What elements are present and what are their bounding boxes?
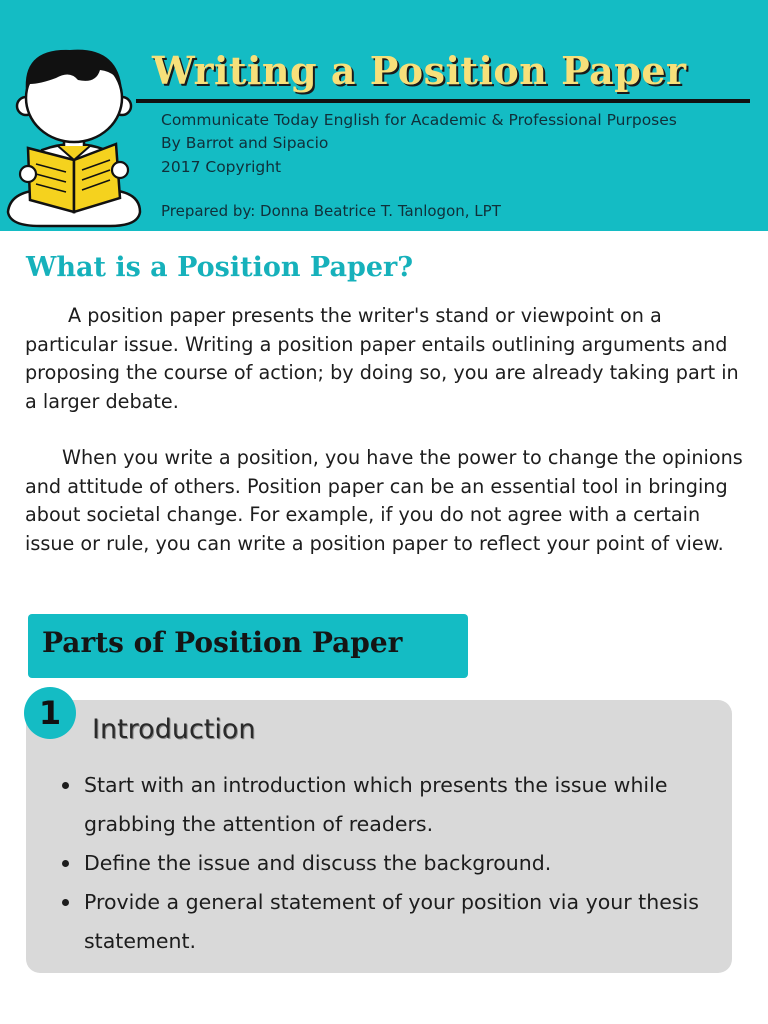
section-heading: What is a Position Paper? bbox=[26, 252, 414, 283]
list-item: Start with an introduction which presents the issue while grabbing the attention of readers. bbox=[60, 766, 720, 844]
parts-heading-box bbox=[28, 614, 468, 678]
title-divider bbox=[136, 99, 750, 103]
part-title: Introduction bbox=[92, 714, 256, 745]
introduction-bullets bbox=[60, 766, 720, 961]
book-title: Communicate Today English for Academic & Professional Purposes bbox=[161, 111, 677, 129]
parts-heading: Parts of Position Paper bbox=[42, 626, 403, 659]
header-banner bbox=[0, 0, 768, 231]
child-reading-book-icon bbox=[0, 40, 150, 230]
page-title: Writing a Position Paper bbox=[152, 48, 687, 93]
paragraph-purpose: When you write a position, you have the power to change the opinions and attitude of others. Position paper can be an essential tool in bringing about societal change. For example, if you do not agree with a certain issue or rule, you can write a position paper to reflect your point of view. bbox=[25, 446, 743, 556]
prepared-by: Prepared by: Donna Beatrice T. Tanlogon, LPT bbox=[161, 202, 501, 220]
list-item: Define the issue and discuss the background. bbox=[60, 844, 720, 883]
list-item: Provide a general statement of your position via your thesis statement. bbox=[60, 883, 720, 961]
paragraph-definition: A position paper presents the writer's stand or viewpoint on a particular issue. Writing a position paper entails outlining arguments and proposing the course of action; by doing so, you are already taking part in a larger debate. bbox=[25, 304, 739, 414]
authors: By Barrot and Sipacio bbox=[161, 134, 329, 152]
copyright: 2017 Copyright bbox=[161, 158, 282, 176]
part-number-badge: 1 bbox=[24, 687, 76, 739]
